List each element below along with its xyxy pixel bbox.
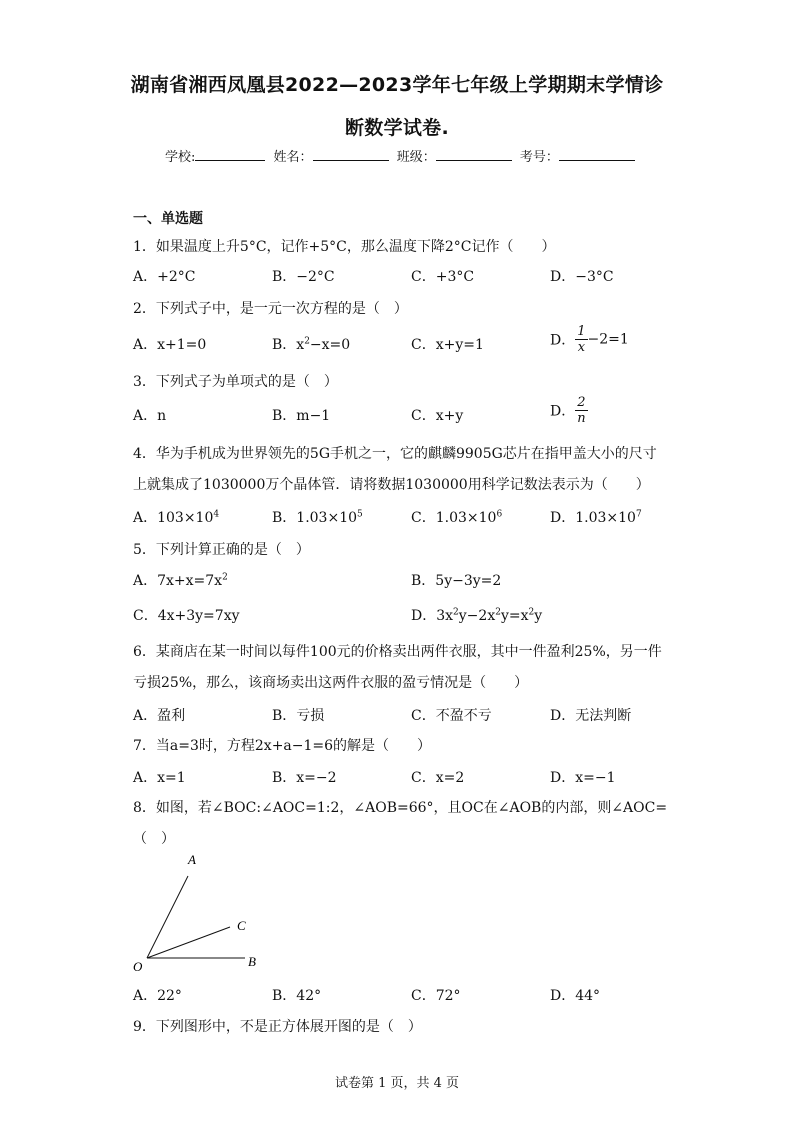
q4-option-d[interactable]: D．$1.03\times 10^7$ [550, 509, 642, 526]
question-4-stem-line2: 上就集成了1030000万个晶体管．请将数据1030000用科学记数法表示为（ ） [133, 477, 650, 493]
q6-option-d[interactable]: D．无法判断 [550, 708, 632, 724]
q8-option-b[interactable]: B．42° [272, 988, 322, 1004]
question-9-stem: 9．下列图形中，不是正方体展开图的是（ ） [133, 1019, 422, 1035]
exam-title-line1: 湖南省湘西凤凰县2022—2023学年七年级上学期期末学情诊 [130, 74, 664, 96]
q3-option-b[interactable]: B．m−1 [272, 408, 331, 424]
question-3-stem: 3．下列式子为单项式的是（ ） [133, 374, 338, 390]
number-label: 考号： [519, 150, 559, 165]
q3-option-d[interactable]: D． $\frac{2}{n}$ [550, 395, 586, 426]
q5-option-a[interactable]: A．$7x+x=7x^2$ [133, 572, 228, 589]
q7-option-d[interactable]: D．x=−1 [550, 770, 616, 786]
q3-option-a[interactable]: A．n [133, 408, 167, 424]
q4-option-b[interactable]: B．$1.03\times 10^5$ [272, 509, 363, 526]
ray-oc [147, 927, 230, 958]
q1-option-a[interactable]: A．+2°C [133, 269, 196, 285]
page-footer: 试卷第 1 页，共 4 页 [334, 1076, 460, 1091]
student-info-row [165, 146, 639, 165]
question-8-stem-line1: 8．如图，若∠BOC:∠AOC=1:2，∠AOB=66°，且OC在∠AOB的内部，则∠AOC= [133, 800, 668, 816]
q7-option-c[interactable]: C．x=2 [411, 770, 465, 786]
q2-option-b[interactable]: B．$x^2-x=0$ [272, 336, 351, 353]
q4-option-a[interactable]: A．$103\times 10^4$ [133, 509, 220, 526]
q8-option-a[interactable]: A．22° [133, 988, 182, 1004]
q2-option-c[interactable]: C．x+y=1 [411, 337, 484, 353]
point-label-c: C [237, 918, 246, 933]
q7-option-b[interactable]: B．x=−2 [272, 770, 337, 786]
q2-option-d[interactable]: D． $\frac{1}{x}$ −2=1 [550, 324, 629, 355]
question-1-stem: 1．如果温度上升5°C，记作+5°C，那么温度下降2°C记作（ ） [133, 239, 556, 255]
ray-oa [147, 876, 188, 958]
q6-option-a[interactable]: A．盈利 [133, 708, 186, 724]
q4-option-c[interactable]: C．$1.03\times 10^6$ [411, 509, 503, 526]
question-8-stem-line2: （ ） [133, 831, 175, 847]
q5-option-d[interactable]: D．$3x^2y-2x^2y=x^2y$ [411, 607, 543, 624]
school-blank[interactable] [195, 147, 265, 161]
exam-title-line2: 断数学试卷. [344, 117, 450, 139]
class-blank[interactable] [436, 147, 512, 161]
q7-option-a[interactable]: A．x=1 [133, 770, 186, 786]
number-blank[interactable] [559, 147, 635, 161]
point-label-a: A [188, 852, 196, 867]
q3-option-c[interactable]: C．x+y [411, 408, 464, 424]
q6-option-b[interactable]: B．亏损 [272, 708, 325, 724]
class-label: 班级： [396, 150, 436, 165]
name-label: 姓名： [273, 150, 313, 165]
school-label: 学校: [165, 150, 196, 165]
q5-option-b[interactable]: B．5y−3y=2 [411, 573, 502, 589]
q8-option-d[interactable]: D．44° [550, 988, 601, 1004]
q1-option-c[interactable]: C．+3°C [411, 269, 475, 285]
point-label-b: B [248, 954, 256, 969]
name-blank[interactable] [313, 147, 389, 161]
angle-figure [125, 848, 275, 978]
question-5-stem: 5．下列计算正确的是（ ） [133, 542, 310, 558]
q5-option-c[interactable]: C．4x+3y=7xy [133, 608, 240, 624]
point-label-o: O [133, 959, 143, 974]
q1-option-d[interactable]: D．−3°C [550, 269, 614, 285]
question-7-stem: 7．当a=3时，方程2x+a−1=6的解是（ ） [133, 738, 432, 754]
q1-option-b[interactable]: B．−2°C [272, 269, 335, 285]
question-4-stem-line1: 4．华为手机成为世界领先的5G手机之一，它的麒麟9905G芯片在指甲盖大小的尺寸 [133, 446, 657, 462]
q2-option-a[interactable]: A．x+1=0 [133, 337, 207, 353]
question-6-stem-line2: 亏损25%，那么，该商场卖出这两件衣服的盈亏情况是（ ） [133, 675, 529, 691]
section-heading: 一、单选题 [133, 211, 203, 227]
question-6-stem-line1: 6．某商店在某一时间以每件100元的价格卖出两件衣服，其中一件盈利25%，另一件 [133, 644, 662, 660]
q6-option-c[interactable]: C．不盈不亏 [411, 708, 492, 724]
q8-option-c[interactable]: C．72° [411, 988, 461, 1004]
question-2-stem: 2．下列式子中，是一元一次方程的是（ ） [133, 301, 408, 317]
